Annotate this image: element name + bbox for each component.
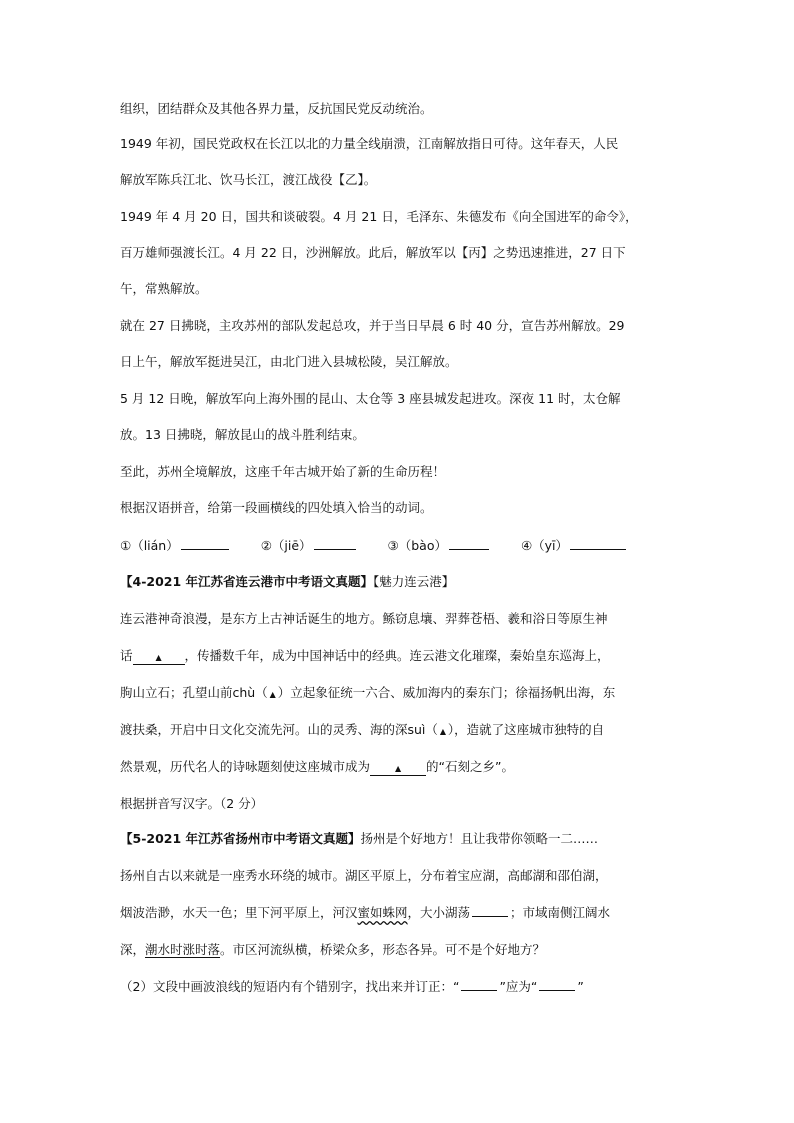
answer-blank-marker[interactable]: ▲: [370, 763, 426, 776]
answer-blank-wrong-char[interactable]: [461, 978, 497, 991]
q5-line-1: 扬州自古以来就是一座秀水环绕的城市。湖区平原上，分布着宝应湖，高邮湖和邵伯湖，: [120, 868, 608, 883]
q4-line-2: [120, 647, 680, 665]
q4-line-3: [120, 684, 680, 702]
q5-question-2: [120, 978, 680, 996]
paragraph-line: 放。13 日拂晓，解放昆山的战斗胜利结束。: [120, 427, 365, 442]
answer-marker[interactable]: ▲: [269, 690, 276, 699]
question-instruction: 根据汉语拼音，给第一段画横线的四处填入恰当的动词。: [120, 500, 433, 515]
answer-blank-marker[interactable]: ▲: [133, 652, 185, 665]
q4-source-title: 【4-2021 年江苏省连云港市中考语文真题】: [120, 574, 374, 589]
q4-instruction: 根据拼音写汉字。（2 分）: [120, 796, 264, 811]
paragraph-line: 午，常熟解放。: [120, 281, 208, 296]
pinyin-item-2: ②（jiē）: [260, 538, 312, 553]
answer-blank-correct-char[interactable]: [539, 978, 575, 991]
answer-blank[interactable]: [472, 904, 508, 917]
q4-header: [120, 573, 680, 591]
q5-line-3: [120, 941, 680, 959]
q4-line-4: [120, 721, 680, 739]
q4-text: ），造就了这座城市独特的自: [447, 722, 605, 737]
q4-text: ）立起象征统一六合、威加海内的秦东门；徐福扬帆出海，东: [277, 685, 616, 700]
q4-text: 话: [120, 648, 133, 663]
q5-text: 烟波浩渺，水天一色；里下河平原上，河汉: [120, 905, 358, 920]
answer-marker[interactable]: ▲: [439, 727, 446, 736]
paragraph-line: 日上午，解放军挺进吴江，由北门进入县城松陵，吴江解放。: [120, 354, 458, 369]
pinyin-answer-row: [120, 537, 680, 555]
paragraph-line: 1949 年 4 月 20 日，国共和谈破裂。4 月 21 日，毛泽东、朱德发布《向全国进军的命令》，: [120, 209, 638, 224]
answer-blank-2[interactable]: [314, 537, 356, 550]
paragraph-line: 至此，苏州全境解放，这座千年古城开始了新的生命历程！: [120, 464, 446, 479]
q5-text: ，大小湖荡: [407, 905, 471, 920]
q5-text: 。市区河流纵横，桥梁众多，形态各异。可不是个好地方？: [220, 942, 546, 957]
q5-text: ”应为“: [499, 979, 538, 994]
q5-source-title: 【5-2021 年江苏省扬州市中考语文真题】: [120, 831, 361, 846]
pinyin-item-3: ③（bào）: [387, 538, 447, 553]
paragraph-line: 组织，团结群众及其他各界力量，反抗国民党反动统治。: [120, 101, 433, 116]
q4-text: 渡扶桑，开启中日文化交流先河。山的灵秀、海的深suì（: [120, 722, 438, 737]
q5-line-2: [120, 904, 680, 922]
q5-text: ；市域南侧江阔水: [510, 905, 611, 920]
q4-text: 朐山立石；孔望山前chù（: [120, 685, 268, 700]
answer-blank-3[interactable]: [449, 537, 489, 550]
paragraph-line: 5 月 12 日晚，解放军向上海外围的昆山、太仓等 3 座县城发起进攻。深夜 11 时，太仓解: [120, 391, 621, 406]
paragraph-line: 就在 27 日拂晓，主攻苏州的部队发起总攻，并于当日早晨 6 时 40 分，宣告苏州解放。29: [120, 318, 625, 333]
pinyin-item-1: ①（lián）: [120, 538, 179, 553]
underlined-phrase: 潮水时涨时落: [145, 942, 221, 957]
q5-text: ”: [577, 979, 584, 994]
pinyin-item-4: ④（yī）: [520, 538, 569, 553]
answer-blank-4[interactable]: [570, 537, 626, 550]
q4-topic: 【魅力连云港】: [373, 574, 455, 589]
q5-header: [120, 830, 680, 848]
q4-line-1: 连云港神奇浪漫，是东方上古神话诞生的地方。鲧窃息壤、羿葬苍梧、羲和浴日等原生神: [120, 611, 608, 626]
q4-line-5: [120, 758, 680, 776]
paragraph-line: 百万雄师强渡长江。4 月 22 日，沙洲解放。此后，解放军以【丙】之势迅速推进，27 日下: [120, 245, 626, 260]
wavy-underlined-phrase: 蜜如蛛网: [357, 905, 408, 920]
answer-blank-1[interactable]: [181, 537, 229, 550]
q4-text: ，传播数千年，成为中国神话中的经典。连云港文化璀璨，秦始皇东巡海上，: [184, 648, 610, 663]
q4-text: 的“石刻之乡”。: [426, 759, 514, 774]
q5-topic: 扬州是个好地方！且让我带你领略一二……: [360, 831, 599, 846]
q5-text: （2）文段中画波浪线的短语内有个错别字，找出来并订正：“: [120, 979, 460, 994]
q5-text: 深，: [120, 942, 146, 957]
paragraph-line: 1949 年初，国民党政权在长江以北的力量全线崩溃，江南解放指日可待。这年春天，人民: [120, 136, 619, 151]
paragraph-line: 解放军陈兵江北、饮马长江，渡江战役【乙】。: [120, 172, 377, 187]
q4-text: 然景观，历代名人的诗咏题刻使这座城市成为: [120, 759, 371, 774]
